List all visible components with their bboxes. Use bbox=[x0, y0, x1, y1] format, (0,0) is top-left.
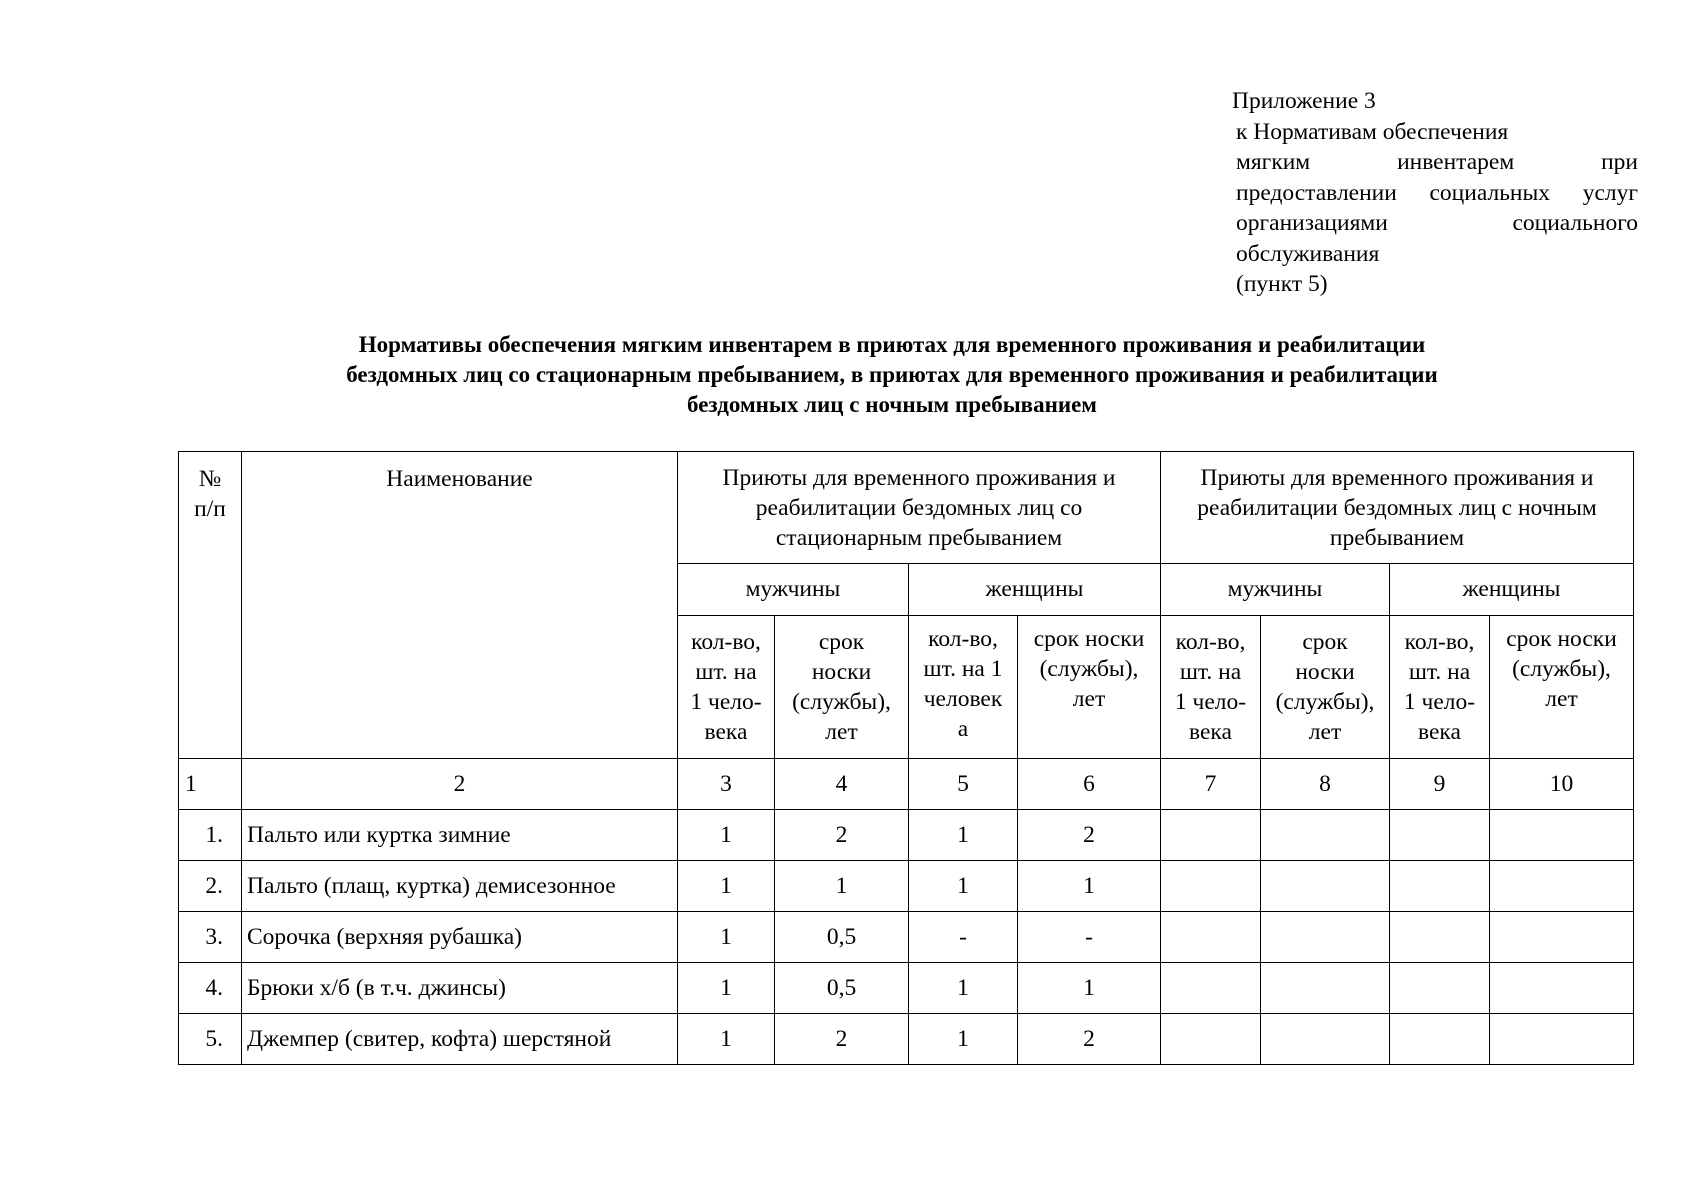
value-cell bbox=[1390, 861, 1490, 912]
table-row bbox=[179, 912, 1634, 963]
qty-header-line: а bbox=[957, 716, 969, 742]
col-name-label: Наименование bbox=[386, 466, 533, 492]
value-cell bbox=[1490, 810, 1634, 861]
item-name: Пальто или куртка зимние bbox=[242, 810, 678, 861]
column-number: 6 bbox=[1018, 759, 1161, 810]
qty-header-line: шт. на bbox=[1179, 659, 1242, 685]
appendix-line bbox=[1232, 178, 1638, 209]
value-cell: 2 bbox=[1018, 1014, 1161, 1065]
column-number-row bbox=[179, 759, 1634, 810]
value-cell bbox=[1490, 1014, 1634, 1065]
row-number: 2. bbox=[179, 861, 242, 912]
row-number: 1. bbox=[179, 810, 242, 861]
item-name: Пальто (плащ, куртка) демисезонное bbox=[242, 861, 678, 912]
qty-header-line: кол-во, bbox=[691, 629, 761, 655]
term-header-line: срок носки bbox=[1033, 626, 1145, 652]
norms-table bbox=[178, 451, 1634, 1065]
appendix-line bbox=[1232, 208, 1638, 239]
qty-header-line: века bbox=[1418, 719, 1461, 745]
group2-header bbox=[1161, 452, 1634, 564]
value-cell: 1 bbox=[678, 963, 775, 1014]
group-header-line: стационарным пребыванием bbox=[775, 524, 1063, 551]
qty-header-line: века bbox=[1189, 719, 1232, 745]
qty-header-line: кол-во, bbox=[1404, 629, 1475, 655]
value-cell: 1 bbox=[1018, 963, 1161, 1014]
value-cell bbox=[1161, 810, 1261, 861]
column-number: 5 bbox=[909, 759, 1018, 810]
appendix-word: при bbox=[1601, 149, 1638, 175]
value-cell: 0,5 bbox=[775, 963, 909, 1014]
group-header-line: пребыванием bbox=[1329, 524, 1465, 551]
term-header-line: срок носки bbox=[1506, 626, 1617, 652]
qty-header-line: человек bbox=[923, 686, 1003, 712]
value-cell bbox=[1261, 963, 1390, 1014]
term-header-line: (службы), bbox=[1512, 656, 1611, 682]
col-no-label: № bbox=[198, 466, 222, 492]
value-cell bbox=[1390, 963, 1490, 1014]
col-name-header bbox=[242, 452, 678, 759]
qty-header-line: шт. на bbox=[695, 659, 757, 685]
qty-header-line: кол-во, bbox=[928, 626, 998, 652]
column-number: 9 bbox=[1390, 759, 1490, 810]
value-cell: 0,5 bbox=[775, 912, 909, 963]
men-header: мужчины bbox=[1161, 564, 1390, 616]
qty-header bbox=[909, 616, 1018, 759]
title-line: бездомных лиц с ночным пребыванием bbox=[687, 392, 1097, 417]
title-line: Нормативы обеспечения мягким инвентарем в приютах для временного проживания и реабилитации bbox=[358, 332, 1426, 357]
men-header: мужчины bbox=[678, 564, 909, 616]
term-header-line: лет bbox=[825, 719, 858, 745]
value-cell: 1 bbox=[1018, 861, 1161, 912]
appendix-point: (пункт 5) bbox=[1236, 271, 1328, 297]
term-header-line: носки bbox=[811, 659, 872, 685]
column-number: 7 bbox=[1161, 759, 1261, 810]
value-cell: 1 bbox=[678, 1014, 775, 1065]
title-line: бездомных лиц со стационарным пребыванием, в приютах для временного проживания и реабилитации bbox=[346, 362, 1438, 387]
value-cell bbox=[1261, 810, 1390, 861]
appendix-word: социального bbox=[1512, 210, 1638, 236]
document-title bbox=[180, 330, 1604, 420]
qty-header-line: 1 чело- bbox=[690, 689, 762, 715]
value-cell bbox=[1261, 912, 1390, 963]
row-number: 4. bbox=[179, 963, 242, 1014]
value-cell: - bbox=[909, 912, 1018, 963]
qty-header bbox=[1390, 616, 1490, 759]
value-cell bbox=[1161, 1014, 1261, 1065]
term-header-line: носки bbox=[1295, 659, 1355, 685]
qty-header-line: кол-во, bbox=[1175, 629, 1246, 655]
value-cell bbox=[1161, 861, 1261, 912]
qty-header-line: шт. на 1 bbox=[923, 656, 1003, 682]
term-header-line: (службы), bbox=[792, 689, 891, 715]
appendix-line bbox=[1232, 147, 1638, 178]
value-cell: 1 bbox=[909, 1014, 1018, 1065]
appendix-word: социальных bbox=[1429, 179, 1551, 206]
value-cell: 1 bbox=[775, 861, 909, 912]
row-number: 3. bbox=[179, 912, 242, 963]
value-cell bbox=[1261, 1014, 1390, 1065]
value-cell bbox=[1261, 861, 1390, 912]
appendix-word: организациями bbox=[1236, 210, 1388, 236]
term-header bbox=[1018, 616, 1161, 759]
table-row bbox=[179, 1014, 1634, 1065]
appendix-header bbox=[1232, 86, 1638, 300]
term-header-line: лет bbox=[1072, 686, 1106, 712]
col-no-header bbox=[179, 452, 242, 759]
qty-header-line: 1 чело- bbox=[1174, 689, 1247, 715]
term-header-line: лет bbox=[1308, 719, 1342, 745]
term-header-line: срок bbox=[818, 629, 865, 655]
column-number: 4 bbox=[775, 759, 909, 810]
qty-header bbox=[678, 616, 775, 759]
table-row bbox=[179, 963, 1634, 1014]
appendix-line: обслуживания bbox=[1236, 240, 1380, 267]
item-name: Брюки х/б (в т.ч. джинсы) bbox=[242, 963, 678, 1014]
appendix-word: предоставлении bbox=[1236, 179, 1397, 206]
appendix-number: Приложение 3 bbox=[1232, 88, 1376, 114]
table-row bbox=[179, 861, 1634, 912]
item-name: Сорочка (верхняя рубашка) bbox=[242, 912, 678, 963]
value-cell: 1 bbox=[909, 963, 1018, 1014]
qty-header-line: века bbox=[704, 719, 748, 745]
column-number: 3 bbox=[678, 759, 775, 810]
value-cell: 1 bbox=[909, 861, 1018, 912]
group-header-line: реабилитации бездомных лиц с ночным bbox=[1197, 494, 1597, 521]
appendix-word: услуг bbox=[1582, 179, 1638, 206]
appendix-word: инвентарем bbox=[1397, 149, 1515, 175]
table-row bbox=[179, 810, 1634, 861]
value-cell: 1 bbox=[678, 912, 775, 963]
women-header: женщины bbox=[1390, 564, 1634, 616]
value-cell: 2 bbox=[775, 1014, 909, 1065]
appendix-line: к Нормативам обеспечения bbox=[1236, 118, 1509, 145]
column-number: 1 bbox=[179, 759, 242, 810]
value-cell bbox=[1490, 963, 1634, 1014]
col-no-label: п/п bbox=[194, 496, 226, 522]
term-header-line: (службы), bbox=[1275, 689, 1375, 715]
value-cell bbox=[1390, 810, 1490, 861]
appendix-word: мягким bbox=[1236, 149, 1311, 175]
row-number: 5. bbox=[179, 1014, 242, 1065]
value-cell: 1 bbox=[909, 810, 1018, 861]
term-header-line: (службы), bbox=[1039, 656, 1139, 682]
term-header bbox=[1490, 616, 1634, 759]
value-cell bbox=[1390, 1014, 1490, 1065]
value-cell bbox=[1161, 912, 1261, 963]
women-header: женщины bbox=[909, 564, 1161, 616]
value-cell bbox=[1161, 963, 1261, 1014]
value-cell: 2 bbox=[1018, 810, 1161, 861]
item-name: Джемпер (свитер, кофта) шерстяной bbox=[242, 1014, 678, 1065]
column-number: 8 bbox=[1261, 759, 1390, 810]
value-cell: 1 bbox=[678, 861, 775, 912]
term-header bbox=[1261, 616, 1390, 759]
column-number: 2 bbox=[242, 759, 678, 810]
value-cell bbox=[1490, 912, 1634, 963]
value-cell bbox=[1490, 861, 1634, 912]
term-header-line: лет bbox=[1545, 686, 1578, 712]
qty-header-line: 1 чело- bbox=[1403, 689, 1476, 715]
group-header-line: Приюты для временного проживания и bbox=[1200, 464, 1594, 491]
header-row bbox=[179, 452, 1634, 564]
group-header-line: Приюты для временного проживания и bbox=[722, 464, 1116, 491]
value-cell: - bbox=[1018, 912, 1161, 963]
term-header bbox=[775, 616, 909, 759]
value-cell bbox=[1390, 912, 1490, 963]
qty-header-line: шт. на bbox=[1408, 659, 1471, 685]
qty-header bbox=[1161, 616, 1261, 759]
value-cell: 2 bbox=[775, 810, 909, 861]
group1-header bbox=[678, 452, 1161, 564]
term-header-line: срок bbox=[1302, 629, 1348, 655]
value-cell: 1 bbox=[678, 810, 775, 861]
group-header-line: реабилитации бездомных лиц со bbox=[755, 494, 1083, 521]
column-number: 10 bbox=[1490, 759, 1634, 810]
